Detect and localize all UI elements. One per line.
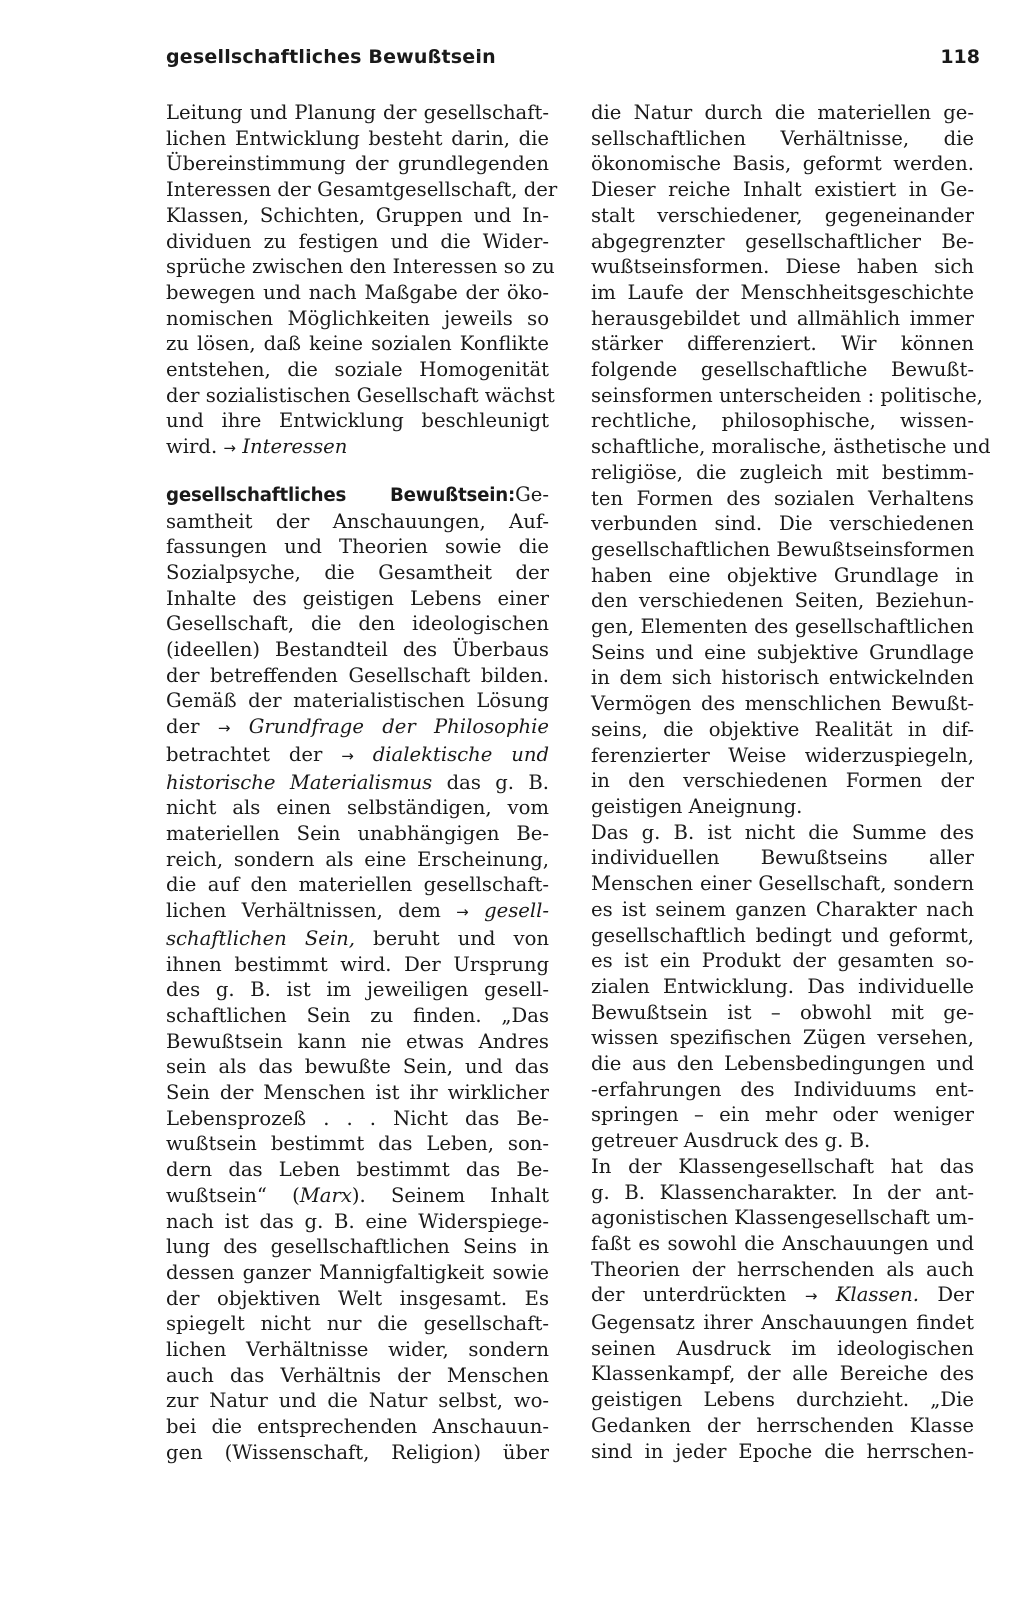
text-line: lichen Verhältnissen, dem → gesell- xyxy=(166,899,550,923)
text-line: sellschaftlichen Verhältnisse, die xyxy=(591,126,974,150)
text-line: spiegelt nicht nur die gesellschaft- xyxy=(166,1312,549,1336)
entry-body xyxy=(166,509,549,715)
text-line: stärker differenziert. Wir können xyxy=(591,332,974,356)
text-line: -erfahrungen des Individuums ent- xyxy=(591,1077,974,1101)
text-line: materiellen Sein unabhängigen Be- xyxy=(166,821,549,845)
text-line: Lebensprozeß . . . Nicht das Be- xyxy=(166,1106,549,1130)
text-line: gesellschaftlichen Bewußtseinsformen xyxy=(591,537,975,561)
text-line: Menschen einer Gesellschaft, sondern xyxy=(591,872,974,896)
text-line: Leitung und Planung der gesellschaft- xyxy=(166,101,549,124)
text-line: der betreffenden Gesellschaft bilden. xyxy=(166,663,549,687)
cross-reference-arrow-icon: → xyxy=(456,903,469,922)
text-line: es ist seinem ganzen Charakter nach xyxy=(591,897,974,921)
text-line: Übereinstimmung der grundlegenden xyxy=(166,152,549,176)
text-line: seinsformen unterscheiden : politische, xyxy=(591,383,983,407)
text-line: betrachtet der → dialektische und xyxy=(166,742,550,766)
text-line: in dem sich historisch entwickelnden xyxy=(591,666,974,690)
cross-reference-link[interactable]: dialektische und xyxy=(372,742,550,766)
cross-reference-arrow-icon: → xyxy=(804,1287,818,1306)
text-line: in den verschiedenen Formen der xyxy=(591,769,974,793)
text-line: Dieser reiche Inhalt existiert in Ge- xyxy=(591,178,974,202)
text-line: wissen spezifischen Zügen versehen, xyxy=(591,1026,974,1050)
text-line: die aus den Lebensbedingungen und xyxy=(591,1052,974,1076)
text-line: den verschiedenen Seiten, Beziehun- xyxy=(591,589,974,613)
text-line: nach ist das g. B. eine Widerspiege- xyxy=(166,1209,549,1233)
cited-author: Marx xyxy=(299,1183,352,1207)
text-line: Bewußtsein kann nie etwas Andres xyxy=(166,1029,549,1053)
text-line: Theorien der herrschenden als auch xyxy=(591,1257,974,1281)
text-line: lichen Verhältnisse wider, sondern xyxy=(166,1338,549,1362)
text-line: faßt es sowohl die Anschauungen und xyxy=(591,1231,974,1255)
text-line: stalt verschiedener, gegeneinander xyxy=(591,203,974,227)
text-line: gen (Wissenschaft, Religion) über xyxy=(166,1440,549,1464)
text-line: ökonomische Basis, geformt werden. xyxy=(591,152,974,176)
text-line: g. B. Klassencharakter. In der ant- xyxy=(591,1180,974,1204)
cross-reference-arrow-icon: → xyxy=(223,439,236,458)
cross-reference-link[interactable]: historische Materialismus xyxy=(166,770,433,794)
cross-reference-link[interactable]: schaftlichen Sein, xyxy=(166,926,355,950)
text-line: Klassenkampf, der alle Bereiche des xyxy=(591,1362,974,1386)
text-line: nicht als einen selbständigen, vom xyxy=(166,796,549,820)
text-line: Inhalte des geistigen Lebens einer xyxy=(166,586,549,610)
text-line: schaftlichen Sein zu finden. „Das xyxy=(166,1003,549,1027)
entry-headline: gesellschaftliches Bewußtsein:Ge- xyxy=(166,482,549,506)
text-line: und ihre Entwicklung beschleunigt xyxy=(166,409,549,433)
text-line: lung des gesellschaftlichen Seins in xyxy=(166,1235,549,1259)
entry-body xyxy=(166,952,549,1183)
text-line: Interessen der Gesamtgesellschaft, der xyxy=(166,178,558,202)
text-line: historische Materialismus das g. B. xyxy=(166,770,550,794)
text-line: zu lösen, daß keine sozialen Konflikte xyxy=(166,332,549,356)
text-line: seinen Ausdruck im ideologischen xyxy=(591,1336,974,1360)
text-line: abgegrenzter gesellschaftlicher Be- xyxy=(591,229,974,253)
text-line: wußtsein bestimmt das Leben, son- xyxy=(166,1132,549,1156)
text-line: religiöse, die zugleich mit bestimm- xyxy=(591,460,974,484)
page-number: 118 xyxy=(940,46,980,68)
text-line: wußtsein“ (Marx). Seinem Inhalt xyxy=(166,1183,550,1207)
text-line: Sozialpsyche, die Gesamtheit der xyxy=(166,560,549,584)
text-line: nomischen Möglichkeiten jeweils so xyxy=(166,306,549,330)
text-line: haben eine objektive Grundlage in xyxy=(591,563,974,587)
text-line: ten Formen des sozialen Verhaltens xyxy=(591,486,974,510)
text-line: die Natur durch die materiellen ge- xyxy=(591,101,974,124)
text-line: auch das Verhältnis der Menschen xyxy=(166,1363,549,1387)
text-line: ihnen bestimmt wird. Der Ursprung xyxy=(166,952,549,976)
text-line: seins, die objektive Realität in dif- xyxy=(591,717,974,741)
text-line: fassungen und Theorien sowie die xyxy=(166,535,549,559)
running-head: gesellschaftliches Bewußtsein xyxy=(166,46,496,68)
entry-body xyxy=(591,820,974,1128)
text-line: im Laufe der Menschheitsgeschichte xyxy=(591,280,974,304)
text-line: Gedanken der herrschenden Klasse xyxy=(591,1413,974,1437)
cross-reference-link[interactable]: Grundfrage der Philosophie xyxy=(248,715,550,739)
text-line: des g. B. ist im jeweiligen gesell- xyxy=(166,978,549,1002)
text-line: ferenzierter Weise widerzuspiegeln, xyxy=(591,743,974,767)
entry-body xyxy=(591,1310,974,1464)
text-line: geistigen Aneignung. xyxy=(591,794,803,818)
text-line: der → Grundfrage der Philosophie xyxy=(166,715,550,739)
entry-body xyxy=(166,1209,549,1466)
cross-reference-arrow-icon: → xyxy=(341,746,354,765)
text-line: folgende gesellschaftliche Bewußt- xyxy=(591,358,974,382)
text-line: springen – ein mehr oder weniger xyxy=(591,1103,974,1127)
text-line: verbunden sind. Die verschiedenen xyxy=(591,512,974,536)
text-line: schaftlichen Sein, beruht und von xyxy=(166,926,549,950)
entry-body xyxy=(166,795,549,898)
text-line: Gemäß der materialistischen Lösung xyxy=(166,689,549,713)
text-line: Gesellschaft, die den ideologischen xyxy=(166,612,549,636)
text-line: sein als das bewußte Sein, und das xyxy=(166,1055,549,1079)
text-line: der unterdrückten → Klassen. Der xyxy=(591,1283,974,1307)
text-line: rechtliche, philosophische, wissen- xyxy=(591,409,974,433)
text-line: (ideellen) Bestandteil des Überbaus xyxy=(166,638,549,662)
text-line: lichen Entwicklung besteht darin, die xyxy=(166,126,549,150)
text-line: bewegen und nach Maßgabe der öko- xyxy=(166,280,549,304)
text-line: die auf den materiellen gesellschaft- xyxy=(166,873,549,897)
right-column xyxy=(591,100,991,1464)
cross-reference-arrow-icon: → xyxy=(217,719,231,738)
text-line: Seins und eine subjektive Grundlage xyxy=(591,640,974,664)
text-line: dividuen zu festigen und die Wider- xyxy=(166,229,549,253)
text-line: schaftliche, moralische, ästhetische und xyxy=(591,435,991,459)
text-line: reich, sondern als eine Erscheinung, xyxy=(166,847,549,871)
text-line: In der Klassengesellschaft hat das xyxy=(591,1154,974,1178)
text-line: sind in jeder Epoche die herrschen- xyxy=(591,1439,974,1463)
text-line: gesellschaftlich bedingt und geformt, xyxy=(591,923,974,947)
text-line: es ist ein Produkt der gesamten so- xyxy=(591,949,974,973)
text-line: dern das Leben bestimmt das Be- xyxy=(166,1158,549,1182)
text-line: samtheit der Anschauungen, Auf- xyxy=(166,509,549,533)
text-line: entstehen, die soziale Homogenität xyxy=(166,358,549,382)
text-line: Sein der Menschen ist ihr wirklicher xyxy=(166,1081,549,1105)
entry-headword: gesellschaftliches Bewußtsein: xyxy=(166,484,516,506)
text-line: Vermögen des menschlichen Bewußt- xyxy=(591,692,974,716)
text-line: wußtseinsformen. Diese haben sich xyxy=(591,255,974,279)
text-line: herausgebildet und allmählich immer xyxy=(591,306,974,330)
text-line: Klassen, Schichten, Gruppen und In- xyxy=(166,203,549,227)
text-line: Gegensatz ihrer Anschauungen findet xyxy=(591,1311,974,1335)
text-line: dessen ganzer Mannigfaltigkeit sowie xyxy=(166,1260,549,1284)
entry-body xyxy=(591,100,991,794)
cross-reference-link[interactable]: gesell- xyxy=(484,899,550,923)
entry-body xyxy=(591,1154,974,1283)
text-line: Bewußtsein ist – obwohl mit ge- xyxy=(591,1000,974,1024)
text-line: agonistischen Klassengesellschaft um- xyxy=(591,1206,974,1230)
text-line: bei die entsprechenden Anschauun- xyxy=(166,1415,549,1439)
text-line: individuellen Bewußtseins aller xyxy=(591,846,974,870)
text-line: gen, Elementen des gesellschaftlichen xyxy=(591,615,974,639)
cross-reference-link[interactable]: Interessen xyxy=(242,435,348,459)
text-line: geistigen Lebens durchzieht. „Die xyxy=(591,1388,974,1412)
text-line: der objektiven Welt insgesamt. Es xyxy=(166,1286,549,1310)
cross-reference-link[interactable]: Klassen. xyxy=(835,1283,919,1307)
text-line: zialen Entwicklung. Das individuelle xyxy=(591,974,974,998)
previous-entry-continuation xyxy=(166,100,558,434)
text-line: sprüche zwischen den Interessen so zu xyxy=(166,255,555,279)
left-column xyxy=(166,100,558,1466)
text-line: wird. → Interessen xyxy=(166,435,348,459)
text-line: Das g. B. ist nicht die Summe des xyxy=(591,820,974,844)
text-line: getreuer Ausdruck des g. B. xyxy=(591,1129,871,1153)
text-line: der sozialistischen Gesellschaft wächst xyxy=(166,383,555,407)
text-line: zur Natur und die Natur selbst, wo- xyxy=(166,1389,549,1413)
